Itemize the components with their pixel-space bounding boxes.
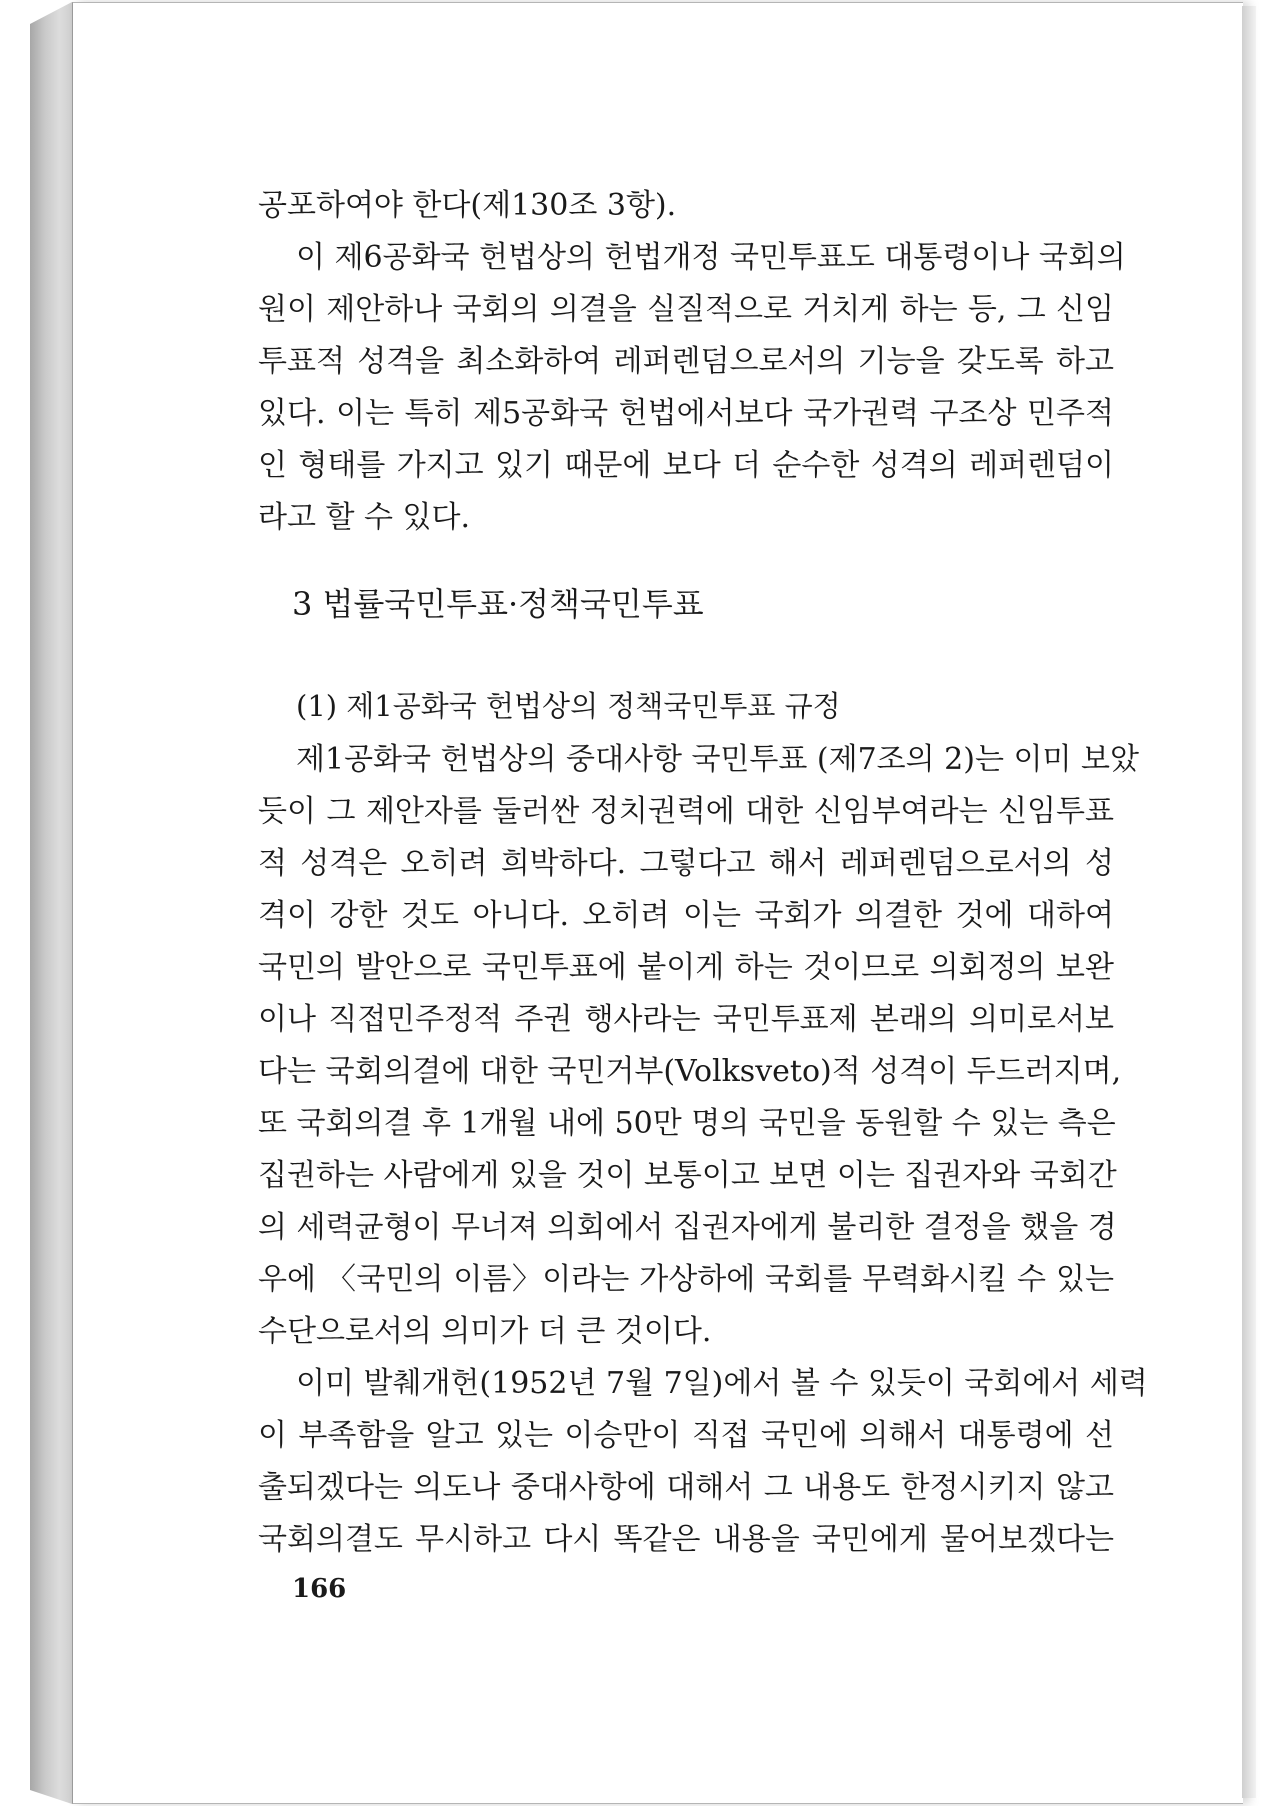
text-line: 듯이 그 제안자를 둘러싼 정치권력에 대한 신임부여라는 신임투표 <box>258 794 1114 829</box>
text-line: 의 세력균형이 무너져 의회에서 집권자에게 불리한 결정을 했을 경 <box>258 1210 1117 1245</box>
text-line: 국민의 발안으로 국민투표에 붙이게 하는 것이므로 의회정의 보완 <box>258 950 1114 985</box>
section-heading: 3 법률국민투표·정책국민투표 <box>292 585 704 623</box>
page-number: 166 <box>292 1574 347 1604</box>
subsection-heading: (1) 제1공화국 헌법상의 정책국민투표 규정 <box>296 689 841 723</box>
text-line: 이미 발췌개헌(1952년 7월 7일)에서 볼 수 있듯이 국회에서 세력 <box>296 1366 1148 1401</box>
text-line: 원이 제안하나 국회의 의결을 실질적으로 거치게 하는 등, 그 신임 <box>258 292 1114 327</box>
text-line: 수단으로서의 의미가 더 큰 것이다. <box>258 1314 712 1349</box>
page-edge-shadow <box>1242 6 1256 1798</box>
text-line: 집권하는 사람에게 있을 것이 보통이고 보면 이는 집권자와 국회간 <box>258 1158 1117 1193</box>
text-line: 국회의결도 무시하고 다시 똑같은 내용을 국민에게 물어보겠다는 <box>258 1522 1114 1557</box>
book-spine <box>30 2 72 1804</box>
text-line: 출되겠다는 의도나 중대사항에 대해서 그 내용도 한정시키지 않고 <box>258 1470 1114 1505</box>
text-block-main <box>258 734 1148 1566</box>
text-line: 라고 할 수 있다. <box>258 500 471 535</box>
text-line: 또 국회의결 후 1개월 내에 50만 명의 국민을 동원할 수 있는 측은 <box>258 1106 1116 1141</box>
text-line: 제1공화국 헌법상의 중대사항 국민투표 (제7조의 2)는 이미 보았 <box>296 742 1139 777</box>
text-line: 격이 강한 것도 아니다. 오히려 이는 국회가 의결한 것에 대하여 <box>258 898 1114 933</box>
text-line: 이 부족함을 알고 있는 이승만이 직접 국민에 의해서 대통령에 선 <box>258 1418 1114 1453</box>
text-line: 우에 〈국민의 이름〉이라는 가상하에 국회를 무력화시킬 수 있는 <box>258 1262 1114 1297</box>
text-line: 있다. 이는 특히 제5공화국 헌법에서보다 국가권력 구조상 민주적 <box>258 396 1114 431</box>
text-line: 적 성격은 오히려 희박하다. 그렇다고 해서 레퍼렌덤으로서의 성 <box>258 846 1114 881</box>
text-line: 공포하여야 한다(제130조 3항). <box>258 188 677 223</box>
text-line: 투표적 성격을 최소화하여 레퍼렌덤으로서의 기능을 갖도록 하고 <box>258 344 1114 379</box>
text-line: 인 형태를 가지고 있기 때문에 보다 더 순수한 성격의 레퍼렌덤이 <box>258 448 1114 483</box>
text-line: 다는 국회의결에 대한 국민거부(Volksveto)적 성격이 두드러지며, <box>258 1054 1122 1089</box>
text-line: 이나 직접민주정적 주권 행사라는 국민투표제 본래의 의미로서보 <box>258 1002 1114 1037</box>
text-line: 이 제6공화국 헌법상의 헌법개정 국민투표도 대통령이나 국회의 <box>296 240 1126 275</box>
text-block-top <box>258 180 1126 544</box>
